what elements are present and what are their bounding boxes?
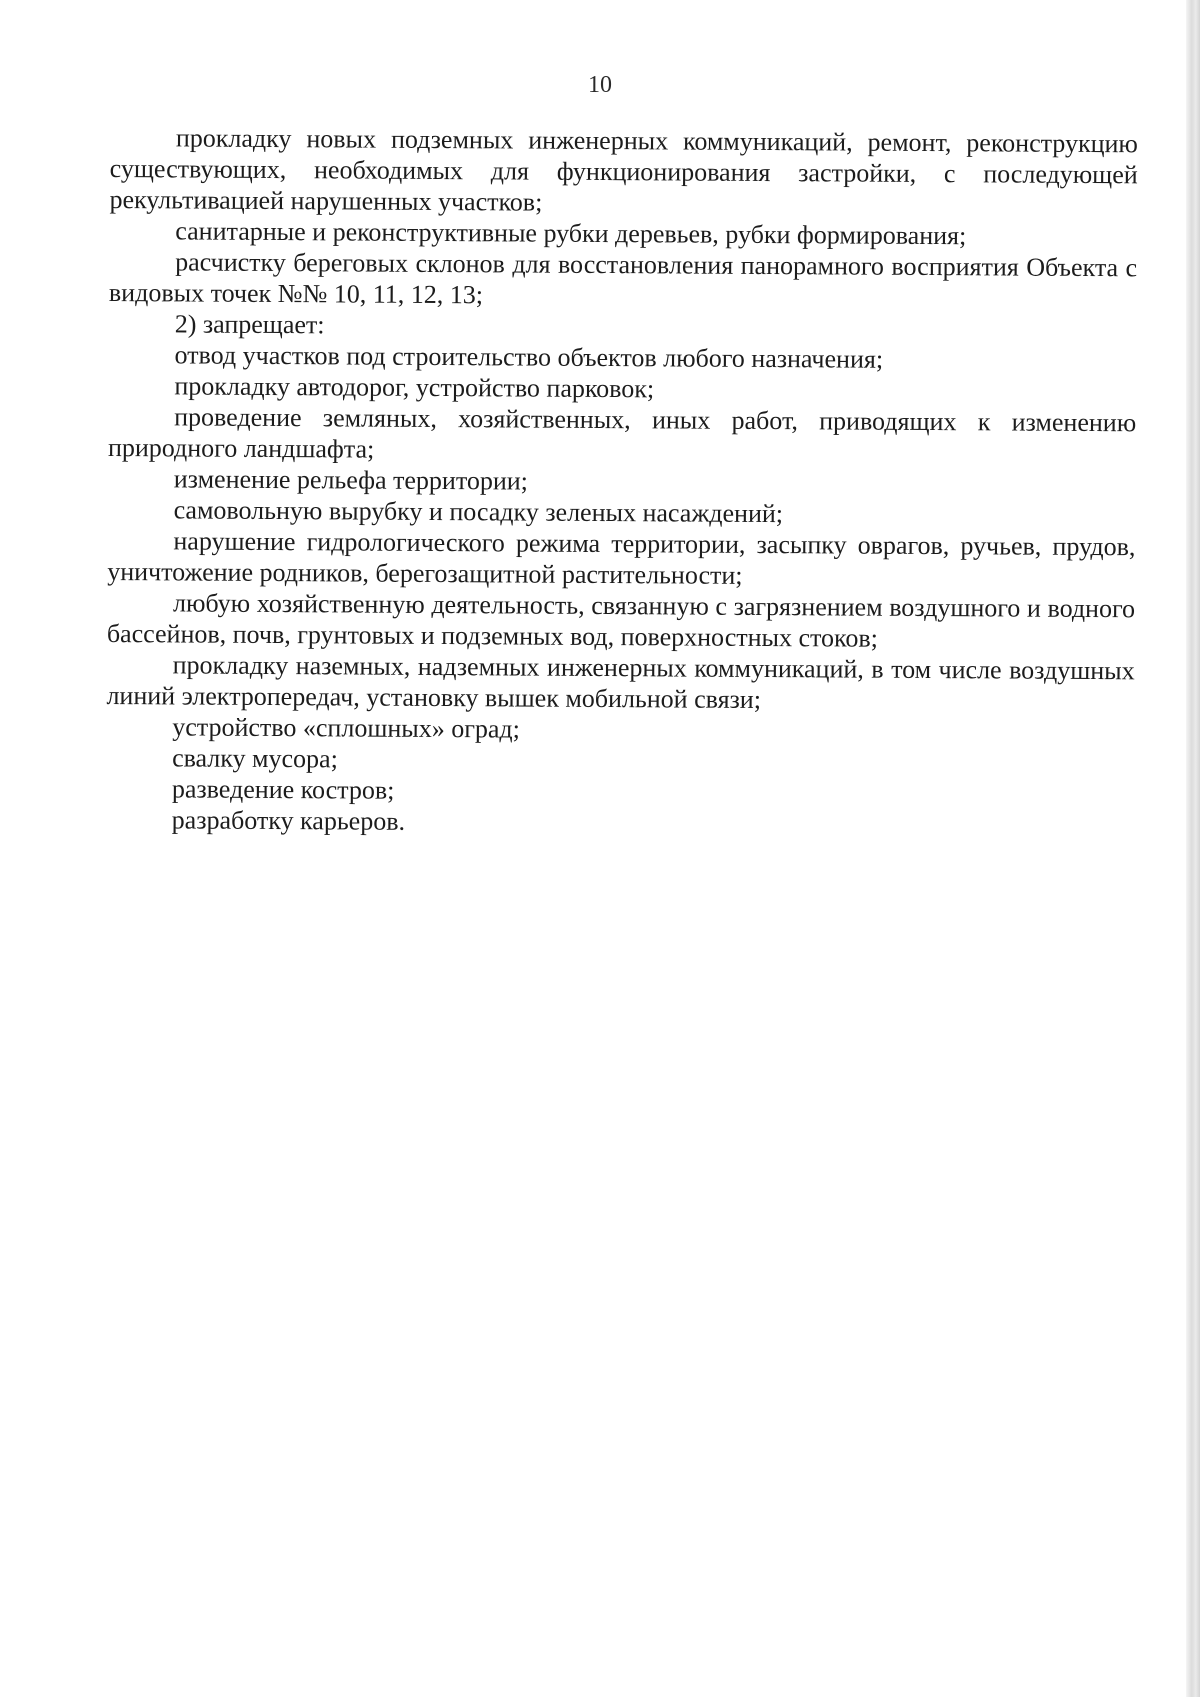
paragraph: самовольную вырубку и посадку зеленых насаждений; [173,495,784,529]
paragraph: свалку мусора; [172,743,338,774]
paragraph: отвод участков под строительство объектов любого назначения; [174,340,884,374]
body-text [106,122,1138,841]
scan-edge-shadow [1186,0,1200,1697]
paragraph: нарушение гидрологического режима территории, засыпку оврагов, ручьев, прудов, уничтожение родников, берегозащитной растительности; [107,526,1136,590]
paragraph: изменение рельефа территории; [173,464,529,496]
paragraph: санитарные и реконструктивные рубки деревьев, рубки формирования; [175,216,967,251]
page-number: 10 [588,72,612,98]
paragraph: любую хозяйственную деятельность, связанную с загрязнением воздушного и водного бассейнов, почв, грунтовых и подземных вод, поверхностных стоков; [106,588,1136,653]
paragraph: расчистку береговых склонов для восстановления панорамного восприятия Объекта с видовых точек №№ 10, 11, 12, 13; [108,247,1138,310]
paragraph: прокладку новых подземных инженерных коммуникаций, ремонт, реконструкцию существующих, необходимых для функционирования застройки, с последующей рекультивацией нарушенных участков; [109,123,1138,217]
paragraph: прокладку наземных, надземных инженерных коммуникаций, в том числе воздушных линий электропередач, установку вышек мобильной связи; [106,650,1135,714]
paragraph: проведение земляных, хозяйственных, иных работ, приводящих к изменению природного ландшафта; [107,402,1137,464]
paragraph: разведение костров; [171,774,395,805]
paragraph: устройство «сплошных» оград; [172,712,521,744]
paragraph: разработку карьеров. [171,805,406,836]
paragraph: прокладку автодорог, устройство парковок; [174,371,655,404]
paragraph: 2) запрещает: [174,309,325,340]
